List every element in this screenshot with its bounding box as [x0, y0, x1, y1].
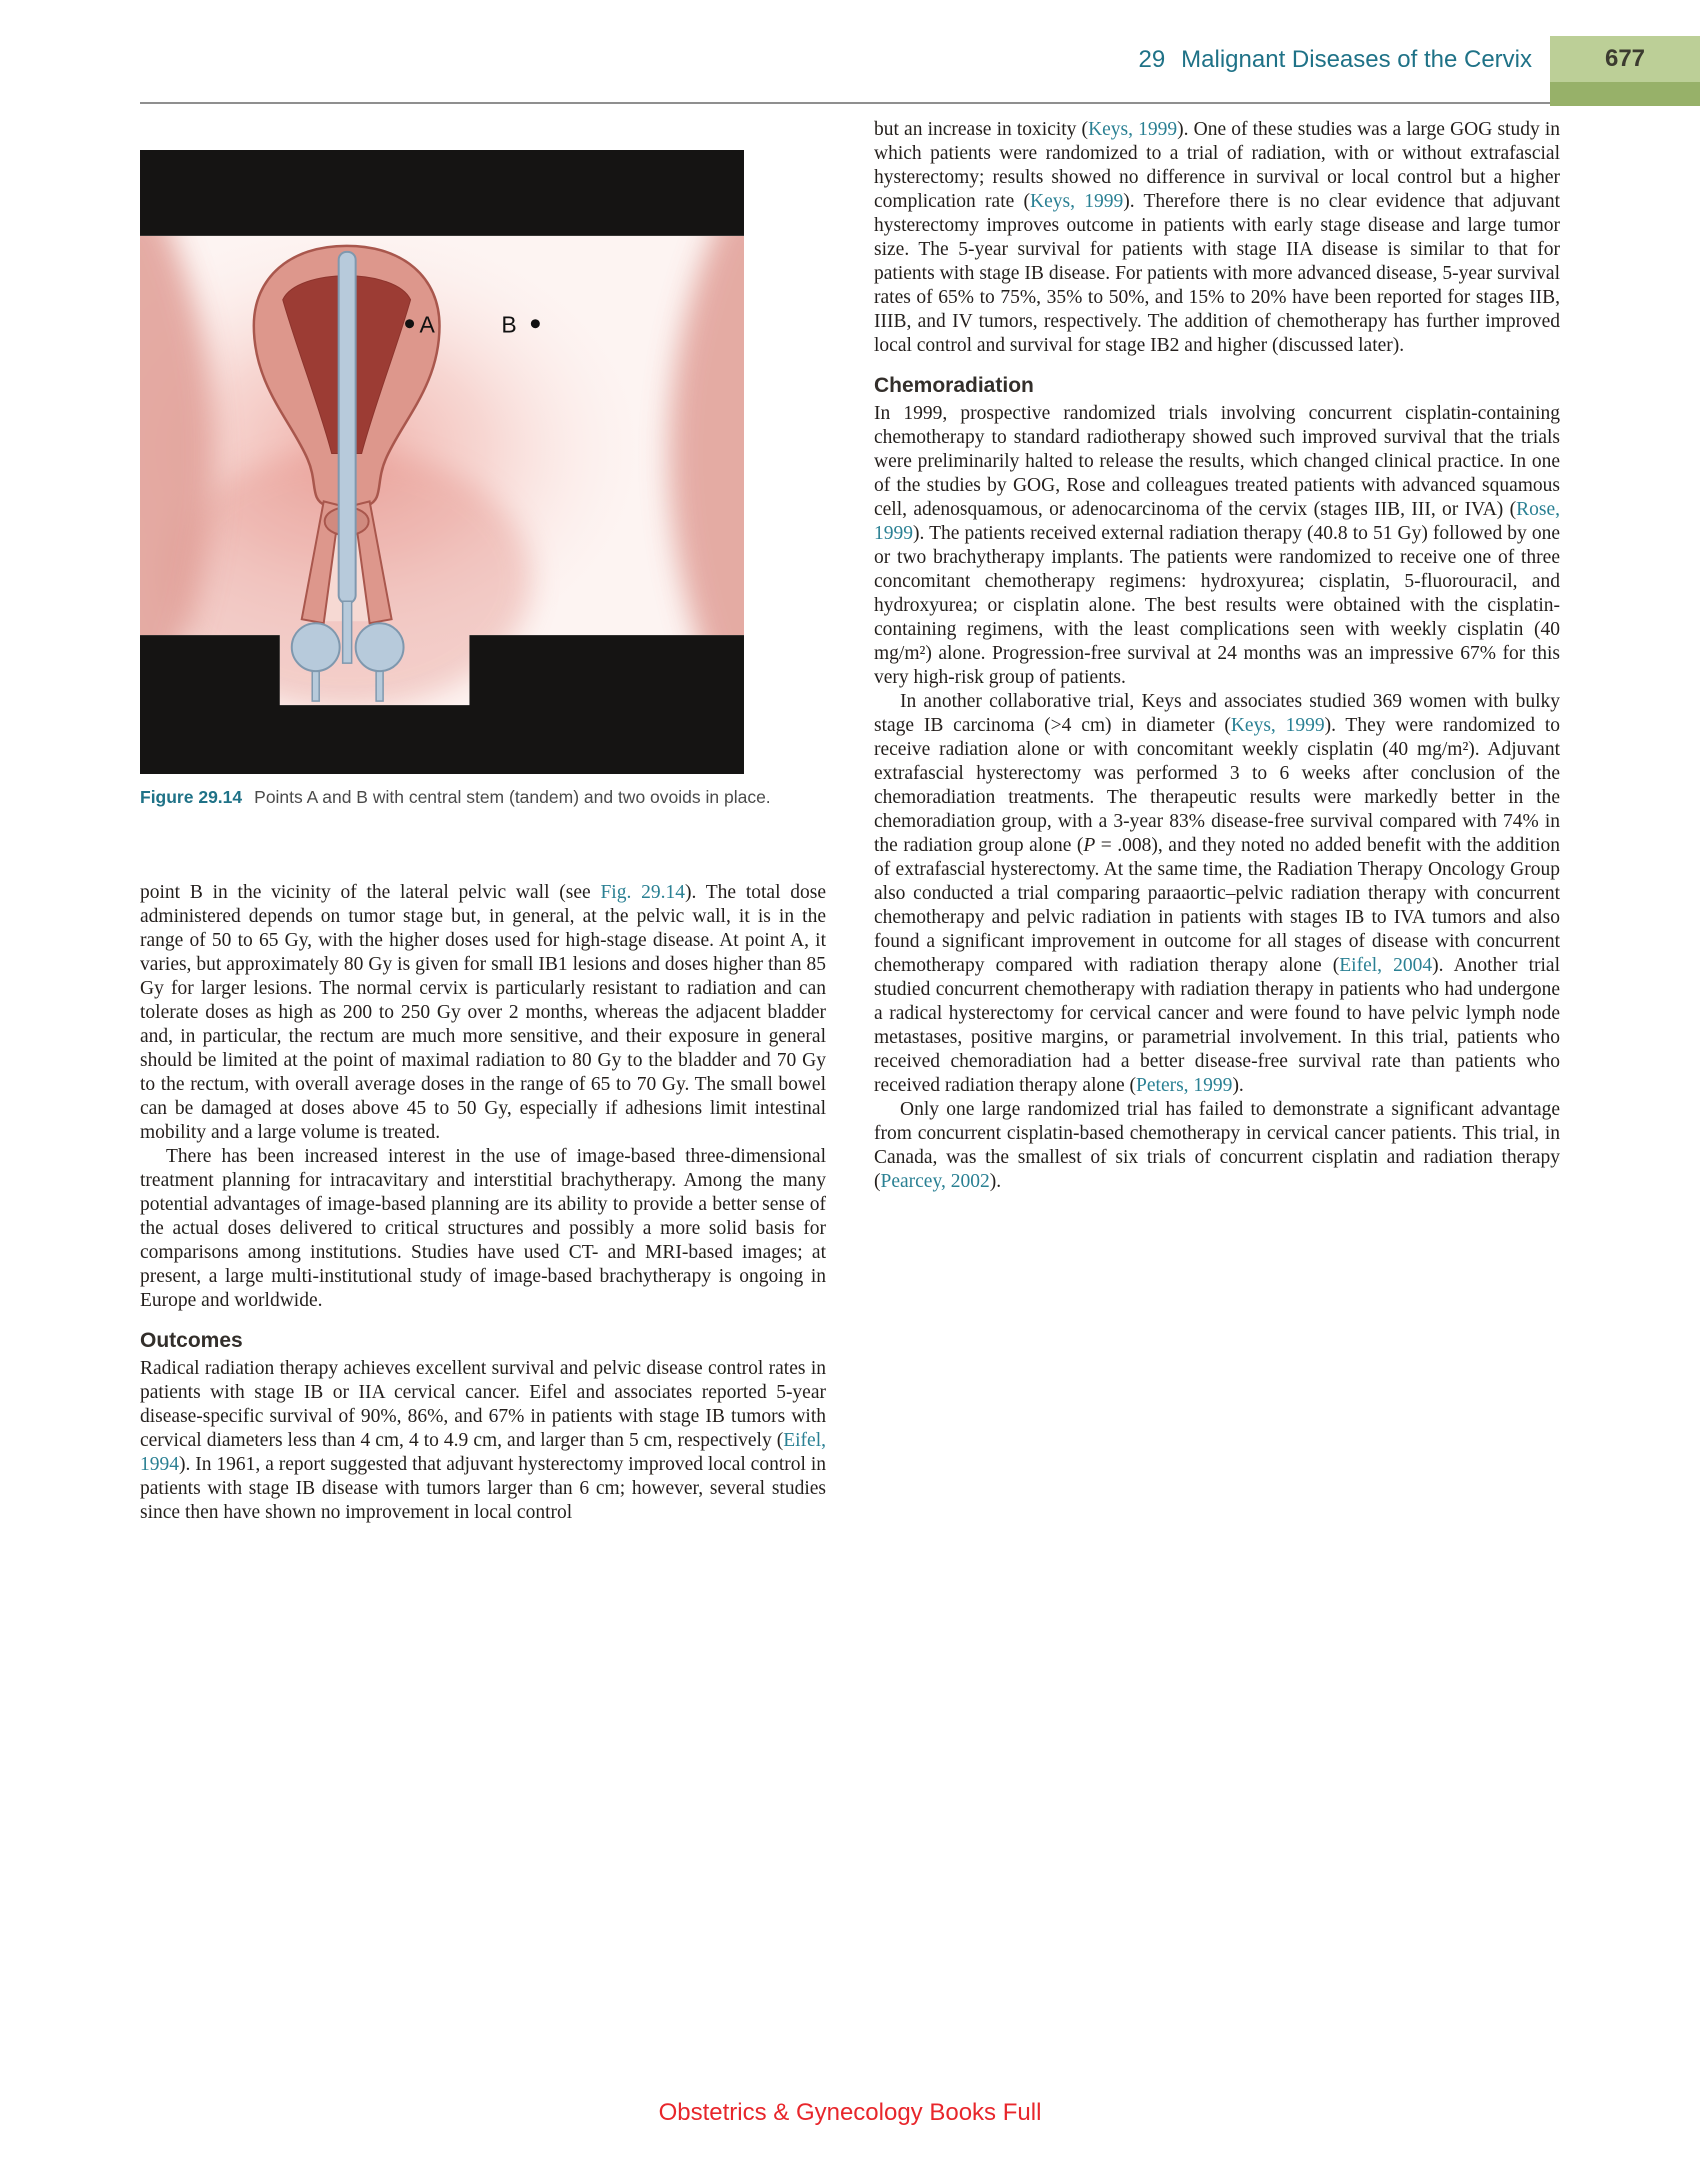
citation-reference[interactable]: Pearcey, 2002 — [880, 1171, 990, 1192]
ovoid-left — [292, 623, 340, 671]
running-head — [1138, 46, 1532, 74]
text-run: ). Another trial studied concurrent chemotherapy with radiation therapy in patients who had undergone a radical hysterectomy for cervical cancer and were found to have pelvic lymph node metastases, positive margins, or parametrial involvement. In this trial, patients who received chemoradiation had a better disease-free survival rate than patients who received radiation therapy alone ( — [874, 955, 1560, 1096]
citation-reference[interactable]: Keys, 1999 — [1030, 191, 1124, 212]
body-paragraph — [874, 402, 1560, 690]
text-run: Radical radiation therapy achieves excellent survival and pelvic disease control rates in patients with stage IB or IIA cervical cancer. Eifel and associates reported 5-year disease-specific survival of 90%, 86%, and 67% in patients with stage IB tumors with cervical diameters less than 4 cm, 4 to 4.9 cm, and larger than 5 cm, respectively ( — [140, 1357, 826, 1451]
section-heading — [874, 374, 1560, 398]
figure-29-14-illustration — [140, 150, 744, 774]
text-run: = .008), and they noted no added benefit with the addition of extrafascial hysterectomy. At the same time, the Radiation Therapy Oncology Group also conducted a trial comparing paraaortic–pelvic radiation therapy with concurrent chemotherapy and pelvic radiation in patients with stages IB to IVA tumors and also found a significant improvement in outcome for all stages of disease with concurrent chemotherapy compared with radiation therapy alone ( — [874, 835, 1560, 976]
left-column-text — [140, 881, 826, 1525]
header-rule — [140, 102, 1550, 104]
page-number: 677 — [1550, 36, 1700, 82]
text-run: ). They were randomized to receive radiation alone or with concomitant weekly cisplatin (40 mg/m²). Adjuvant extrafascial hysterectomy was performed 3 to 6 weeks after conclusion of the chemoradiation treatments. The therapeutic results were markedly better in the chemoradiation group, with a 3-year 83% disease-free survival compared with 74% in the radiation group alone ( — [874, 715, 1561, 856]
figure-caption — [140, 786, 810, 809]
page-tab-accent — [1550, 82, 1700, 106]
page-content — [140, 118, 1560, 1525]
citation-reference[interactable]: Keys, 1999 — [1230, 715, 1325, 736]
citation-reference[interactable]: Keys, 1999 — [1088, 119, 1178, 140]
body-paragraph — [874, 1098, 1560, 1194]
ovoid-right — [356, 623, 404, 671]
citation-reference[interactable]: Eifel, 2004 — [1339, 955, 1433, 976]
text-run: ). The total dose administered depends on tumor stage but, in general, at the pelvic wall, it is in the range of 50 to 65 Gy, with the higher doses used for high-stage disease. At point A, it varies, but approximately 80 Gy is given for small IB1 lesions and doses higher than 85 Gy for larger lesions. The normal cervix is particularly resistant to radiation and can tolerate doses as high as 200 to 250 Gy over 2 months, whereas the adjacent bladder and, in particular, the rectum are much more sensitive, and their exposure in general should be limited at the point of maximal radiation to 80 Gy to the bladder and 70 Gy to the rectum, with overall average doses in the range of 65 to 70 Gy. The small bowel can be damaged at doses above 45 to 50 Gy, especially if adhesions limit intestinal mobility and a large volume is treated. — [140, 881, 826, 1143]
text-run-italic: P — [1083, 835, 1096, 856]
right-column — [874, 118, 1560, 1525]
tandem-rod — [339, 252, 356, 603]
body-paragraph — [874, 118, 1560, 358]
text-run: Outcomes — [140, 1328, 243, 1352]
figure-caption-label: Figure 29.14 — [140, 786, 243, 807]
body-paragraph — [874, 690, 1560, 1098]
text-run: In 1999, prospective randomized trials involving concurrent cisplatin-containing chemotherapy to standard radiotherapy showed such improved survival that the trials were preliminarily halted to release the results, which changed clinical practice. In one of the studies by GOG, Rose and colleagues treated patients with advanced squamous cell, adenosquamous, or adenocarcinoma of the cervix (stages IIB, III, or IVA) ( — [874, 403, 1560, 520]
left-column — [140, 118, 826, 1525]
right-column-text — [874, 118, 1560, 1194]
text-run: point B in the vicinity of the lateral pelvic wall (see — [140, 881, 601, 903]
figure-29-14 — [140, 150, 826, 809]
text-run: ). In 1961, a report suggested that adjuvant hysterectomy improved local control in patients with stage IB disease with tumors larger than 6 cm; however, several studies since then have shown no improvement in local control — [140, 1453, 826, 1523]
text-run: but an increase in toxicity ( — [874, 119, 1089, 140]
page-number-tab — [1550, 36, 1700, 106]
point-a-marker — [405, 319, 414, 328]
text-run: There has been increased interest in the use of image-based three-dimensional treatment planning for intracavitary and interstitial brachytherapy. Among the many potential advantages of image-based planning are its ability to provide a better sense of the actual doses delivered to critical structures and possibly a more solid basis for comparisons among institutions. Studies have used CT- and MRI-based images; at present, a large multi-institutional study of image-based brachytherapy is ongoing in Europe and worldwide. — [140, 1145, 826, 1311]
figure-caption-text: Points A and B with central stem (tandem) and two ovoids in place. — [254, 786, 771, 807]
citation-reference[interactable]: Peters, 1999 — [1136, 1075, 1233, 1096]
section-heading — [140, 1329, 826, 1353]
body-paragraph — [140, 1145, 826, 1313]
chapter-number: 29 — [1138, 46, 1166, 73]
point-a-label: A — [419, 311, 435, 338]
tandem-stem — [343, 601, 352, 663]
body-paragraph — [140, 881, 826, 1145]
citation-reference[interactable]: Eifel, 1994 — [140, 1429, 826, 1475]
text-run: In another collaborative trial, Keys and associates studied 369 women with bulky stage IB carcinoma (>4 cm) in diameter ( — [874, 691, 1560, 736]
body-paragraph — [140, 1357, 826, 1525]
text-run: ). Therefore there is no clear evidence that adjuvant hysterectomy improves outcome in patients with early stage disease and large tumor size. The 5-year survival for patients with stage IIA disease is similar to that for patients with stage IB disease. For patients with more advanced disease, 5-year survival rates of 65% to 75%, 35% to 50%, and 15% to 20% have been reported for stages IIB, IIIB, and IV tumors, respectively. The addition of chemotherapy has further improved local control and survival for stage IB2 and higher (discussed later). — [874, 191, 1561, 356]
citation-reference[interactable]: Fig. 29.14 — [600, 881, 685, 903]
text-run: ). — [989, 1171, 1002, 1192]
text-run: ). One of these studies was a large GOG study in which patients were randomized to a trial of radiation, with or without extrafascial hysterectomy; results showed no difference in survival or local control but a higher complication rate ( — [874, 119, 1560, 212]
point-b-marker — [531, 319, 540, 328]
citation-reference[interactable]: Rose, 1999 — [874, 499, 1560, 544]
figure-top-mask — [140, 150, 744, 236]
text-run: Only one large randomized trial has failed to demonstrate a significant advantage from concurrent cisplatin-based chemotherapy in cervical cancer patients. This trial, in Canada, was the smallest of six trials of concurrent cisplatin and radiation therapy ( — [874, 1099, 1560, 1192]
text-run: ). — [1232, 1075, 1244, 1096]
watermark-text: Obstetrics & Gynecology Books Full — [658, 2099, 1042, 2126]
text-run: ). The patients received external radiation therapy (40.8 to 51 Gy) followed by one or two brachytherapy implants. The patients were randomized to receive one of three concomitant chemotherapy regimens: hydroxyurea; cisplatin, 5-fluorouracil, and hydroxyurea; or cisplatin alone. The best results were obtained with the cisplatin-containing regimens, with the least complications seen with weekly cisplatin (40 mg/m²) alone. Progression-free survival at 24 months was an impressive 67% for this very high-risk group of patients. — [874, 523, 1560, 688]
point-b-label: B — [501, 311, 517, 338]
pelvis-illustration — [140, 210, 744, 709]
chapter-title: Malignant Diseases of the Cervix — [1181, 46, 1532, 73]
text-run: Chemoradiation — [874, 374, 1034, 397]
